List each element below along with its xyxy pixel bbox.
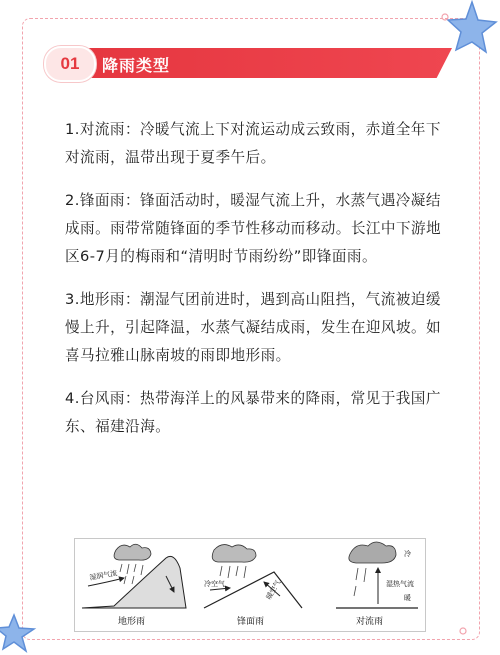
section-number-badge: 01 (44, 46, 96, 82)
section-title: 降雨类型 (102, 56, 171, 75)
label-cold-air: 冷空气 (204, 580, 225, 588)
caption-frontal-rain: 锋面雨 (237, 617, 265, 627)
paragraph-orographic-rain: 3.地形雨：潮湿气团前进时，遇到高山阻挡，气流被迫缓慢上升，引起降温，水蒸气凝结成雨，发生在迎风坡。如喜马拉雅山脉南坡的雨即地形雨。 (65, 291, 442, 364)
label-warm-mark: 暖 (404, 594, 411, 602)
label-hot-humid-air: 湿热气流 (386, 580, 414, 588)
star-icon (0, 611, 44, 655)
sparkle-icon (458, 626, 468, 636)
rain-types-diagram (74, 538, 426, 632)
label-cold-mark: 冷 (404, 550, 411, 558)
label-humid-air: 湿润气流 (88, 569, 118, 582)
paragraph-typhoon-rain: 4.台风雨：热带海洋上的风暴带来的降雨，常见于我国广东、福建沿海。 (65, 390, 441, 435)
section-header (44, 47, 460, 81)
caption-orographic-rain: 地形雨 (118, 617, 146, 627)
content-body (65, 116, 450, 456)
label-warm-air: 暖空气 (264, 578, 283, 601)
sparkle-icon (440, 12, 450, 22)
paragraph-frontal-rain: 2.锋面雨：锋面活动时，暖湿气流上升，水蒸气遇冷凝结成雨。雨带常随锋面的季节性移动而移动。长江中下游地区6-7月的梅雨和“清明时节雨纷纷”即锋面雨。 (65, 192, 442, 265)
paragraph-convective-rain: 1.对流雨：冷暖气流上下对流运动成云致雨，赤道全年下对流雨，温带出现于夏季午后。 (65, 121, 441, 166)
caption-convective-rain: 对流雨 (356, 617, 384, 627)
